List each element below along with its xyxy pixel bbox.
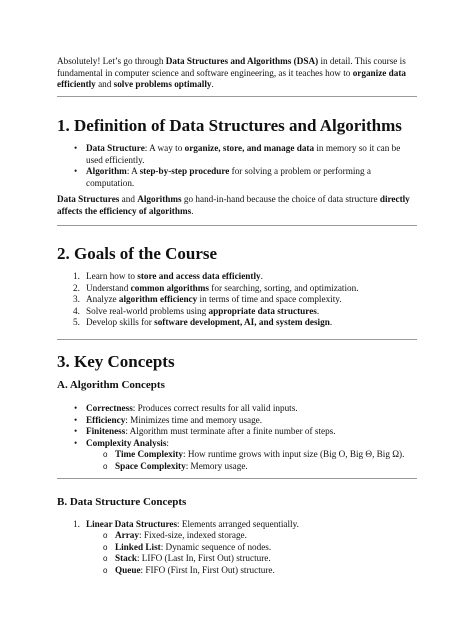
subsection-b-heading: B. Data Structure Concepts xyxy=(57,496,187,508)
circle-bullet-icon: o xyxy=(103,542,108,552)
list-item: 3. Analyze algorithm efficiency in terms of time and space complexity. xyxy=(73,294,342,305)
divider xyxy=(57,225,417,226)
bullet-icon: • xyxy=(74,426,78,437)
section-3-heading: 3. Key Concepts xyxy=(57,352,175,371)
list-item: • Finiteness: Algorithm must terminate after a finite number of steps. xyxy=(74,426,336,437)
bullet-icon: • xyxy=(74,403,78,413)
intro-text: . xyxy=(211,79,214,90)
data-structure-concepts-list xyxy=(73,519,416,531)
intro-text: in detail. This course is fundamental in computer science and software engineering, as it teaches how to xyxy=(57,56,406,78)
intro-text: Absolutely! Let’s go through xyxy=(57,56,166,66)
bullet-icon: • xyxy=(74,166,78,177)
list-item: • Efficiency: Minimizes time and memory usage. xyxy=(74,414,263,425)
bullet-icon: • xyxy=(74,437,78,448)
list-item: o Linked List: Dynamic sequence of nodes. xyxy=(103,541,272,552)
circle-bullet-icon: o xyxy=(103,461,108,471)
circle-bullet-icon: o xyxy=(103,554,108,564)
list-item: o Stack: LIFO (Last In, First Out) structure. xyxy=(103,553,271,564)
circle-bullet-icon: o xyxy=(103,450,108,459)
intro-bold: solve problems optimally xyxy=(113,79,212,90)
list-item: 4. Solve real-world problems using appropriate data structures. xyxy=(73,305,320,316)
list-item: 1. Linear Data Structures: Elements arranged sequentially. xyxy=(73,519,299,529)
algorithm-concepts-list xyxy=(74,403,416,449)
list-item: o Queue: FIFO (First In, First Out) structure. xyxy=(103,564,275,575)
intro-bold: Data Structures and Algorithms (DSA) xyxy=(165,56,319,66)
linear-structures-sublist xyxy=(103,530,425,576)
section-1-paragraph: Data Structures and Algorithms go hand-in-hand because the choice of data structure directly affects the efficiency of algorithms. xyxy=(57,194,410,216)
divider xyxy=(57,478,417,479)
definition-list xyxy=(74,143,416,189)
list-item: • Correctness: Produces correct results for all valid inputs. xyxy=(74,403,298,413)
intro-paragraph xyxy=(57,56,417,91)
list-item: o Array: Fixed-size, indexed storage. xyxy=(103,530,247,540)
circle-bullet-icon: o xyxy=(103,565,108,575)
list-item: 2. Understand common algorithms for searching, sorting, and optimization. xyxy=(73,282,359,293)
list-item: • Complexity Analysis: xyxy=(74,437,169,448)
circle-bullet-icon: o xyxy=(103,531,108,540)
list-item: • Algorithm: A step-by-step procedure for solving a problem or performing a computation. xyxy=(74,166,371,188)
list-item: 5. Develop skills for software development, AI, and system design. xyxy=(73,317,333,328)
section-2-heading: 2. Goals of the Course xyxy=(57,244,218,263)
list-item: o Time Complexity: How runtime grows with input size (Big O, Big Θ, Big Ω). xyxy=(103,449,405,459)
goals-list xyxy=(73,271,416,329)
bullet-icon: • xyxy=(74,414,78,425)
list-item: o Space Complexity: Memory usage. xyxy=(103,460,248,471)
list-item: 1. Learn how to store and access data efficiently. xyxy=(73,271,263,281)
intro-bold: organize data efficiently xyxy=(57,67,407,90)
section-1-heading: 1. Definition of Data Structures and Algorithms xyxy=(57,116,402,135)
divider xyxy=(57,339,417,340)
subsection-a-heading: A. Algorithm Concepts xyxy=(57,379,165,391)
list-item: • Data Structure: A way to organize, store, and manage data in memory so it can be used efficiently. xyxy=(74,143,401,165)
intro-text: and xyxy=(95,79,114,90)
divider xyxy=(57,96,417,97)
bullet-icon: • xyxy=(74,143,78,153)
complexity-sublist xyxy=(103,449,425,472)
